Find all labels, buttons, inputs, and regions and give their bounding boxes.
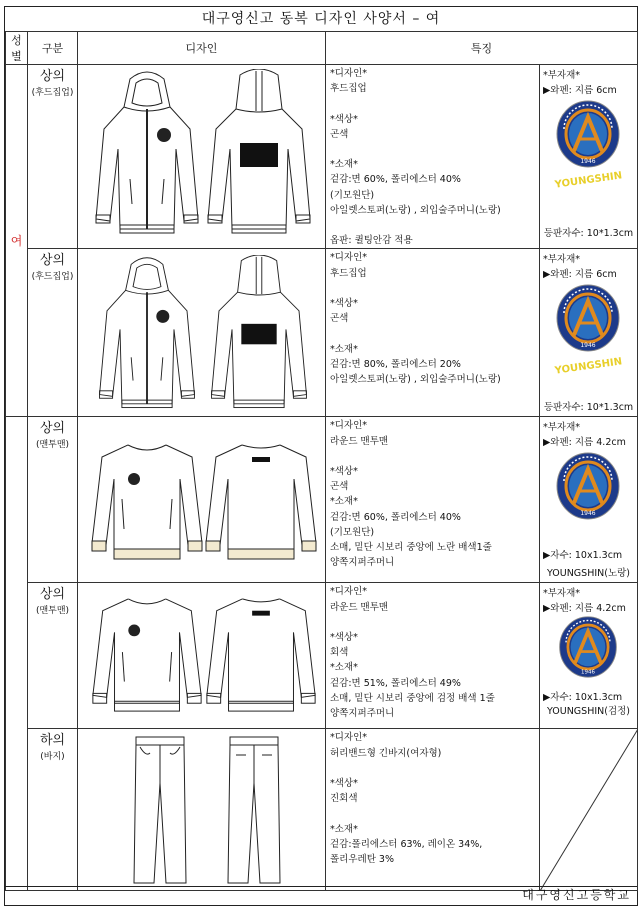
feature-line: 진회색: [330, 793, 358, 805]
design-cell: [78, 583, 326, 729]
accessory-label: *부자재*: [543, 70, 581, 81]
features-cell: [326, 729, 540, 891]
design-cell: [78, 417, 326, 583]
school-badge-icon: [556, 451, 620, 521]
table-row: [6, 417, 638, 583]
features-cell: [326, 249, 540, 417]
feature-line: *소재*: [330, 159, 358, 171]
category-main: 상의: [39, 253, 66, 269]
feature-line: 겉감:면 60%, 폴리에스터 40%: [330, 174, 461, 186]
embroidery-word: YOUNGSHIN(검정): [546, 706, 631, 718]
pants-back-illustration: [224, 733, 284, 889]
school-badge-icon: [556, 99, 620, 169]
feature-line: 후드집업: [330, 267, 367, 279]
header-features: 특징: [326, 32, 638, 65]
feature-line: 곤색: [330, 481, 349, 493]
feature-line: *디자인*: [330, 252, 368, 264]
hoodie-front-illustration: [92, 255, 202, 415]
table-row: [6, 729, 638, 891]
features-cell: [326, 65, 540, 249]
sweatshirt-front-illustration: [88, 439, 206, 565]
feature-line: 양쪽지퍼주머니: [330, 708, 395, 720]
badge-year: 1946: [580, 510, 596, 518]
header-gender: 성별: [6, 32, 28, 65]
feature-line: [330, 326, 539, 341]
feature-line: [330, 615, 539, 630]
category-cell: [28, 583, 78, 729]
features-cell: [326, 583, 540, 729]
category-main: 상의: [39, 69, 66, 84]
accessory-label: *부자재*: [543, 588, 581, 600]
feature-line: 양쪽지퍼주머니: [330, 557, 395, 569]
feature-line: *색상*: [330, 113, 358, 125]
accessory-cell: [540, 583, 638, 729]
feature-line: 겉감:면 51%, 폴리에스터 49%: [330, 677, 461, 689]
hoodie-back-illustration: [204, 255, 314, 415]
hoodie-back-illustration: [204, 69, 314, 241]
category-main: 하의: [39, 733, 66, 749]
embroidery-size: ▶자수: 10x1.3cm: [543, 692, 623, 704]
feature-line: 아일렛스토퍼(노랑) , 외입술주머니(노랑): [330, 204, 501, 216]
feature-line: [330, 806, 539, 821]
sweatshirt-front-illustration: [88, 593, 206, 717]
accessory-cell: [540, 417, 638, 583]
hoodie-front-illustration: [92, 69, 202, 241]
feature-line: [330, 218, 539, 233]
pants-front-illustration: [130, 733, 190, 889]
header-design: 디자인: [78, 32, 326, 65]
header-row: [6, 32, 638, 65]
design-cell: [78, 729, 326, 891]
category-cell: [28, 249, 78, 417]
category-sub: (맨투맨): [35, 440, 70, 451]
accessory-cell-empty: [540, 729, 638, 891]
feature-line: 회색: [330, 647, 349, 659]
feature-line: *색상*: [330, 778, 358, 790]
feature-line: 라운드 맨투맨: [330, 601, 389, 613]
feature-line: 라운드 맨투맨: [330, 435, 389, 447]
school-badge-icon: [556, 615, 620, 679]
features-cell: [326, 417, 540, 583]
accessory-cell: [540, 65, 638, 249]
school-name-footer: 대구영신고등학교: [522, 888, 631, 902]
accessory-label: *부자재*: [543, 422, 581, 434]
sweatshirt-back-illustration: [202, 593, 320, 717]
feature-line: 폴리우레탄 3%: [330, 854, 394, 866]
feature-line: *소재*: [330, 823, 358, 835]
table-row: [6, 583, 638, 729]
feature-line: 곤색: [330, 128, 349, 140]
feature-line: *디자인*: [330, 732, 368, 744]
design-cell: [78, 249, 326, 417]
feature-line: 소매, 밑단 시보리 중앙에 노란 배색1줄: [330, 542, 492, 554]
badge-year: 1946: [581, 669, 595, 676]
table-row: [6, 65, 638, 249]
feature-line: *소재*: [330, 662, 358, 674]
category-main: 상의: [39, 587, 66, 603]
category-main: 상의: [39, 421, 66, 437]
feature-line: *디자인*: [330, 68, 368, 79]
category-sub: (맨투맨): [35, 606, 70, 617]
feature-line: *디자인*: [330, 586, 368, 598]
feature-line: [330, 142, 539, 157]
feature-line: 겉감:폴리에스터 63%, 레이온 34%,: [330, 838, 483, 850]
gender-cell-empty: [6, 417, 28, 891]
embroidery-word: YOUNGSHIN: [554, 170, 623, 191]
page-title: 대구영신고 동복 디자인 사양서 – 여: [5, 7, 637, 32]
feature-line: *소재*: [330, 343, 358, 355]
spec-table: [5, 31, 638, 891]
patch-size: ▶와펜: 지름 4.2cm: [543, 603, 626, 615]
feature-line: [330, 96, 539, 111]
embroidery-size: 등판자수: 10*1.3cm: [543, 402, 634, 414]
school-badge-icon: [556, 283, 620, 353]
diagonal-strike: [540, 729, 638, 891]
feature-line: 곤색: [330, 313, 349, 325]
feature-line: 옵판: 퀼팅안감 적용: [330, 235, 413, 247]
category-sub: (후드집업): [31, 88, 74, 98]
header-category: 구분: [28, 32, 78, 65]
patch-size: ▶와펜: 지름 6cm: [543, 269, 617, 281]
feature-line: (기모원단): [330, 189, 375, 201]
accessory-cell: [540, 249, 638, 417]
accessory-label: *부자재*: [543, 254, 581, 266]
table-row: [6, 249, 638, 417]
feature-line: 아일렛스토퍼(노랑) , 외입술주머니(노랑): [330, 374, 501, 386]
feature-line: [330, 281, 539, 296]
category-cell: [28, 417, 78, 583]
feature-line: 소매, 밑단 시보리 중앙에 검정 배색 1줄: [330, 692, 495, 704]
patch-size: ▶와펜: 지름 6cm: [543, 85, 617, 96]
design-cell: [78, 65, 326, 249]
spec-sheet: [4, 6, 638, 906]
feature-line: [330, 449, 539, 464]
feature-line: 후드집업: [330, 83, 367, 95]
feature-line: *색상*: [330, 632, 358, 644]
category-cell: [28, 729, 78, 891]
feature-line: 겉감:면 80%, 폴리에스터 20%: [330, 358, 461, 370]
embroidery-size: ▶자수: 10x1.3cm: [543, 550, 623, 562]
category-sub: (후드집업): [31, 272, 74, 283]
gender-cell: 여: [6, 65, 28, 417]
sweatshirt-back-illustration: [202, 439, 320, 565]
badge-year: 1946: [580, 158, 596, 165]
embroidery-size: 등판자수: 10*1.3cm: [543, 228, 634, 239]
feature-line: 허리밴드형 긴바지(여자형): [330, 747, 442, 759]
badge-year: 1946: [580, 342, 596, 350]
feature-line: [330, 761, 539, 776]
category-cell: [28, 65, 78, 249]
feature-line: 겉감:면 60%, 폴리에스터 40%: [330, 511, 461, 523]
embroidery-word: YOUNGSHIN(노랑): [546, 568, 631, 580]
patch-size: ▶와펜: 지름 4.2cm: [543, 437, 626, 449]
feature-line: *색상*: [330, 298, 358, 310]
feature-line: *디자인*: [330, 420, 368, 432]
category-sub: (바지): [40, 752, 65, 763]
feature-line: *색상*: [330, 466, 358, 478]
feature-line: *소재*: [330, 496, 358, 508]
feature-line: (기모원단): [330, 526, 375, 538]
embroidery-word: YOUNGSHIN: [554, 356, 623, 378]
